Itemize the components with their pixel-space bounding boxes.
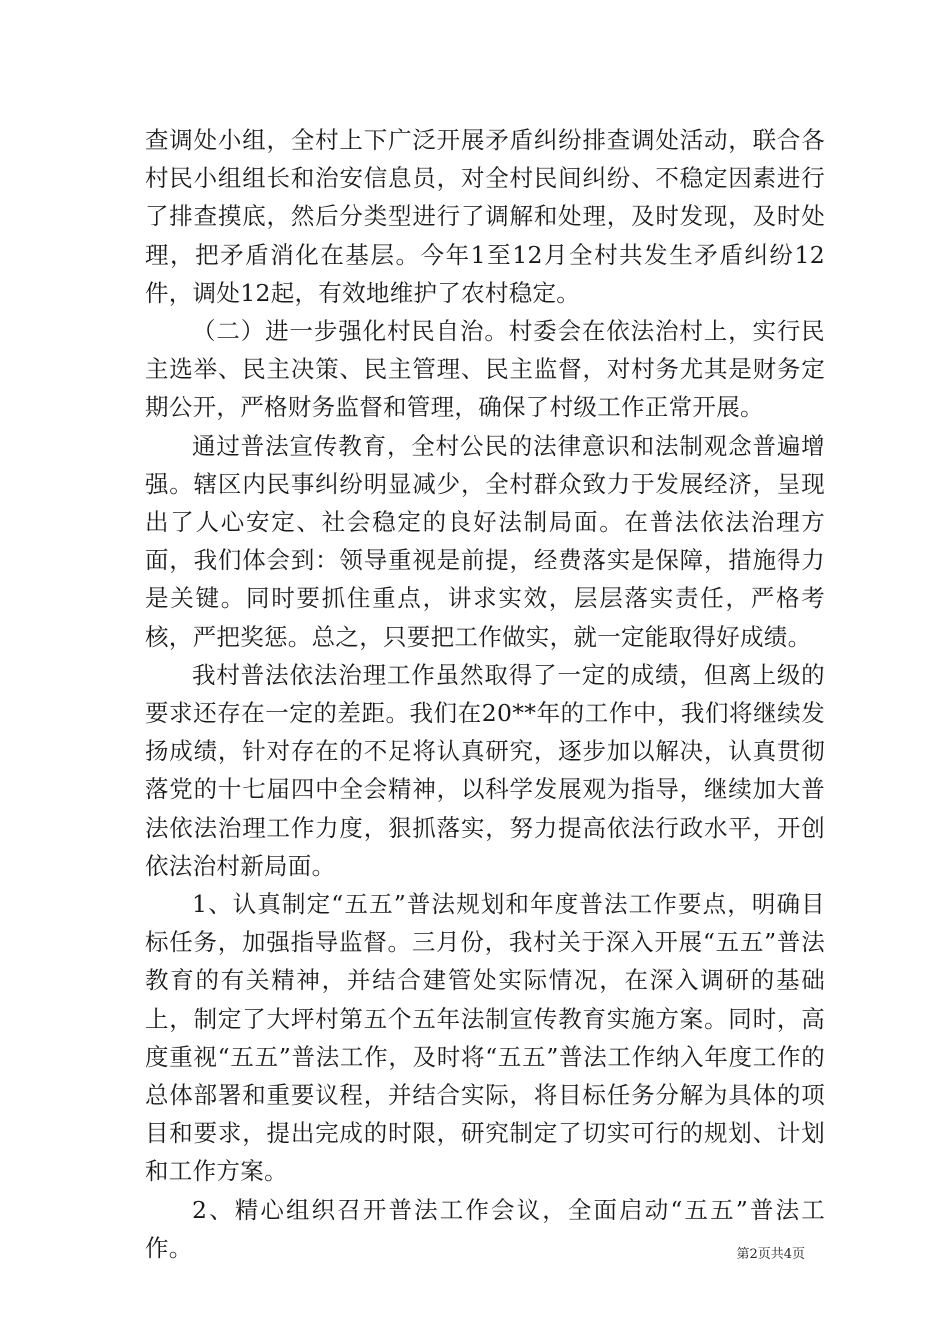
document-body — [145, 121, 825, 1267]
paragraph-continuation: 查调处小组，全村上下广泛开展矛盾纠纷排查调处活动，联合各村民小组组长和治安信息员，对全村民间纠纷、不稳定因素进行了排查摸底，然后分类型进行了调解和处理，及时发现，及时处理，把矛盾消化在基层。今年1至12月全村共发生矛盾纠纷12件，调处12起，有效地维护了农村稳定。 — [145, 126, 825, 307]
paragraph-education-results: 通过普法宣传教育，全村公民的法律意识和法制观念普遍增强。辖区内民事纠纷明显减少，全村群众致力于发展经济，呈现出了人心安定、社会稳定的良好法制局面。在普法依法治理方面，我们体会到：领导重视是前提，经费落实是保障，措施得力是关键。同时要抓住重点，讲求实效，层层落实责任，严格考核，严把奖惩。总之，只要把工作做实，就一定能取得好成绩。 — [145, 431, 825, 651]
paragraph-villager-autonomy: （二）进一步强化村民自治。村委会在依法治村上，实行民主选举、民主决策、民主管理、民主监督，对村务尤其是财务定期公开，严格财务监督和管理，确保了村级工作正常开展。 — [145, 317, 825, 422]
paragraph-item-2: 2、精心组织召开普法工作会议，全面启动“五五”普法工作。 — [145, 1195, 825, 1262]
paragraph-future-work: 我村普法依法治理工作虽然取得了一定的成绩，但离上级的要求还存在一定的差距。我们在20**年的工作中，我们将继续发扬成绩，针对存在的不足将认真研究，逐步加以解决，认真贯彻落党的十七届四中全会精神，以科学发展观为指导，继续加大普法依法治理工作力度，狠抓落实，努力提高依法行政水平，开创依法治村新局面。 — [145, 660, 825, 880]
page-number: 第2页共4页 — [736, 1247, 805, 1262]
paragraph-item-1: 1、认真制定“五五”普法规划和年度普法工作要点，明确目标任务，加强指导监督。三月份，我村关于深入开展“五五”普法教育的有关精神，并结合建管处实际情况，在深入调研的基础上，制定了大坪村第五个五年法制宣传教育实施方案。同时，高度重视“五五”普法工作，及时将“五五”普法工作纳入年度工作的总体部署和重要议程，并结合实际，将目标任务分解为具体的项目和要求，提出完成的时限，研究制定了切实可行的规划、计划和工作方案。 — [145, 890, 825, 1186]
